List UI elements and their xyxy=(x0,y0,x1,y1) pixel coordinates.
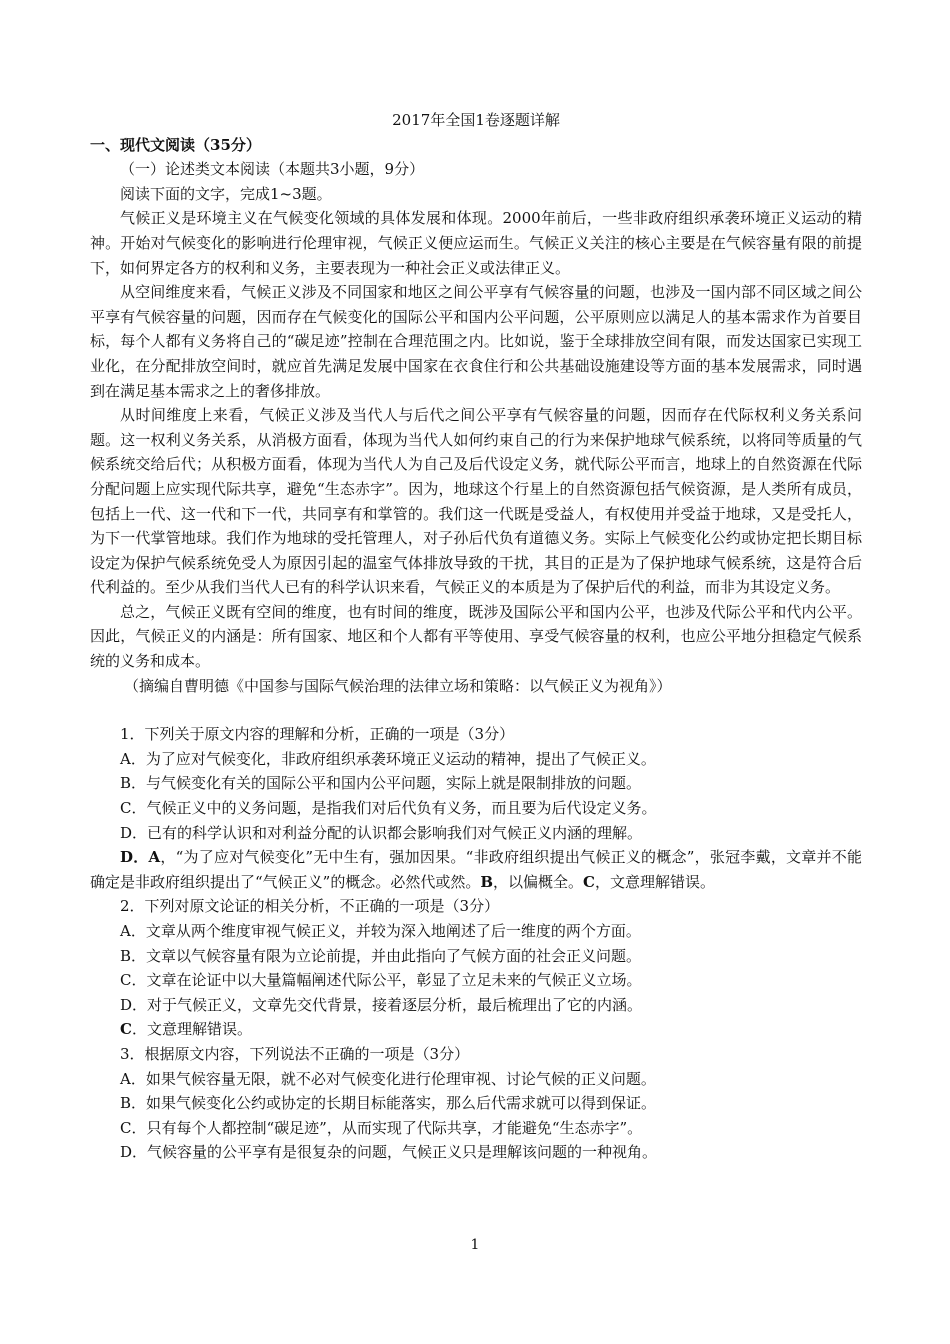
sub-section-heading: （一）论述类文本阅读（本题共3小题，9分） xyxy=(120,160,425,179)
option-c: C．只有每个人都控制“碳足迹”，从而实现了代际共享，才能避免“生态赤字”。 xyxy=(120,1118,643,1137)
question-2 xyxy=(90,894,862,1042)
page-number: 1 xyxy=(470,1237,480,1253)
answer-explanation xyxy=(90,1017,862,1042)
option-b: B．与气候变化有关的国际公平和国内公平问题，实际上就是限制排放的问题。 xyxy=(120,774,642,793)
reading-instruction: 阅读下面的文字，完成1~3题。 xyxy=(120,184,332,203)
passage-paragraph: 气候正义是环境主义在气候变化领域的具体发展和体现。2000年前后，一些非政府组织承袭环境正义运动的精神。开始对气候变化的影响进行伦理审视，气候正义便应运而生。气候正义关注的核心主要是在气候容量有限的前提下，如何界定各方的权利和义务，主要表现为一种社会正义或法律正义。 xyxy=(90,209,862,277)
passage-source: （摘编自曹明德《中国参与国际气候治理的法律立场和策略：以气候正义为视角》） xyxy=(124,676,672,695)
passage-paragraph: 从空间维度来看，气候正义涉及不同国家和地区之间公平享有气候容量的问题，也涉及一国内部不同区域之间公平享有气候容量的问题，因而存在气候变化的国际公平和国内公平问题，公平原则应以满足人的基本需求作为首要目标，每个人都有义务将自己的“碳足迹”控制在合理范围之内。比如说，鉴于全球排放空间有限，而发达国家已实现工业化，在分配排放空间时，就应首先满足发展中国家在衣食住行和公共基础设施建设等方面的基本发展需求，同时遇到在满足基本需求之上的奢侈排放。 xyxy=(90,283,862,400)
question-1 xyxy=(90,722,862,894)
question-stem: 2．下列对原文论证的相关分析，不正确的一项是（3分） xyxy=(120,897,500,916)
option-c: C．气候正义中的义务问题，是指我们对后代负有义务，而且要为后代设定义务。 xyxy=(120,799,657,818)
option-d: D．对于气候正义，文章先交代背景，接着逐层分析，最后梳理出了它的内涵。 xyxy=(120,995,643,1014)
explanation-text: ，以偏概全。 xyxy=(493,872,584,891)
option-c: C．文章在论证中以大量篇幅阐述代际公平，彰显了立足未来的气候正义立场。 xyxy=(120,971,642,990)
explanation-text: ，“为了应对气候变化”无中生有，强加因果。“非政府组织提出气候正义的概念”，张冠李戴，文章并不能确定是非政府组织提出了“气候正义”的概念。必然代或然。 xyxy=(90,848,862,891)
explanation-text: ，文意理解错误。 xyxy=(595,872,716,891)
section-heading: 一、现代文阅读（35分） xyxy=(90,135,261,154)
question-stem: 1．下列关于原文内容的理解和分析，正确的一项是（3分） xyxy=(120,725,515,744)
option-b: B．如果气候变化公约或协定的长期目标能落实，那么后代需求就可以得到保证。 xyxy=(120,1094,657,1113)
option-a: A．文章从两个维度审视气候正义，并较为深入地阐述了后一维度的两个方面。 xyxy=(120,922,641,940)
answer-explanation xyxy=(90,845,862,894)
explanation-text: ．文意理解错误。 xyxy=(131,1020,252,1039)
question-stem: 3．根据原文内容，下列说法不正确的一项是（3分） xyxy=(120,1044,470,1063)
option-ref-c: C xyxy=(583,872,595,891)
option-b: B．文章以气候容量有限为立论前提，并由此指向了气候方面的社会正义问题。 xyxy=(120,946,642,965)
option-a: A．为了应对气候变化，非政府组织承袭环境正义运动的精神，提出了气候正义。 xyxy=(120,749,656,768)
question-3 xyxy=(90,1042,862,1165)
option-d: D．气候容量的公平享有是很复杂的问题，气候正义只是理解该问题的一种视角。 xyxy=(120,1143,658,1162)
option-d: D．已有的科学认识和对利益分配的认识都会影响我们对气候正义内涵的理解。 xyxy=(120,823,643,842)
option-a: A．如果气候容量无限，就不必对气候变化进行伦理审视、讨论气候的正义问题。 xyxy=(120,1069,656,1088)
passage-paragraph: 从时间维度上来看，气候正义涉及当代人与后代之间公平享有气候容量的问题，因而存在代际权利义务关系问题。这一权利义务关系，从消极方面看，体现为当代人如何约束自己的行为来保护地球气候系统，以将同等质量的气候系统交给后代；从积极方面看，体现为当代人为自己及后代设定义务，就代际公平而言，地球上的自然资源在代际分配问题上应实现代际共享，避免“生态赤字”。因为，地球这个行星上的自然资源包括气候资源，是人类所有成员，包括上一代、这一代和下一代，共同享有和掌管的。我们这一代既是受益人，有权使用并受益于地球，又是受托人，为下一代掌管地球。我们作为地球的受托管理人，对子孙后代负有道德义务。实际上气候变化公约或协定把长期目标设定为保护气候系统免受人为原因引起的温室气体排放导致的干扰，其目的正是为了保护地球气候系统，这是符合后代利益的。至少从我们当代人已有的科学认识来看，气候正义的本质是为了保护后代的利益，而非为其设定义务。 xyxy=(90,406,862,597)
answer-letter: D． xyxy=(120,848,149,867)
option-ref-a: A xyxy=(148,848,161,867)
document-title: 2017年全国1卷逐题详解 xyxy=(392,111,560,129)
answer-letter: C xyxy=(120,1020,132,1039)
passage-paragraph: 总之，气候正义既有空间的维度，也有时间的维度，既涉及国际公平和国内公平，也涉及代际公平和代内公平。因此，气候正义的内涵是：所有国家、地区和个人都有平等使用、享受气候容量的权利，也应公平地分担稳定气候系统的义务和成本。 xyxy=(90,602,862,671)
option-ref-b: B xyxy=(480,872,494,891)
